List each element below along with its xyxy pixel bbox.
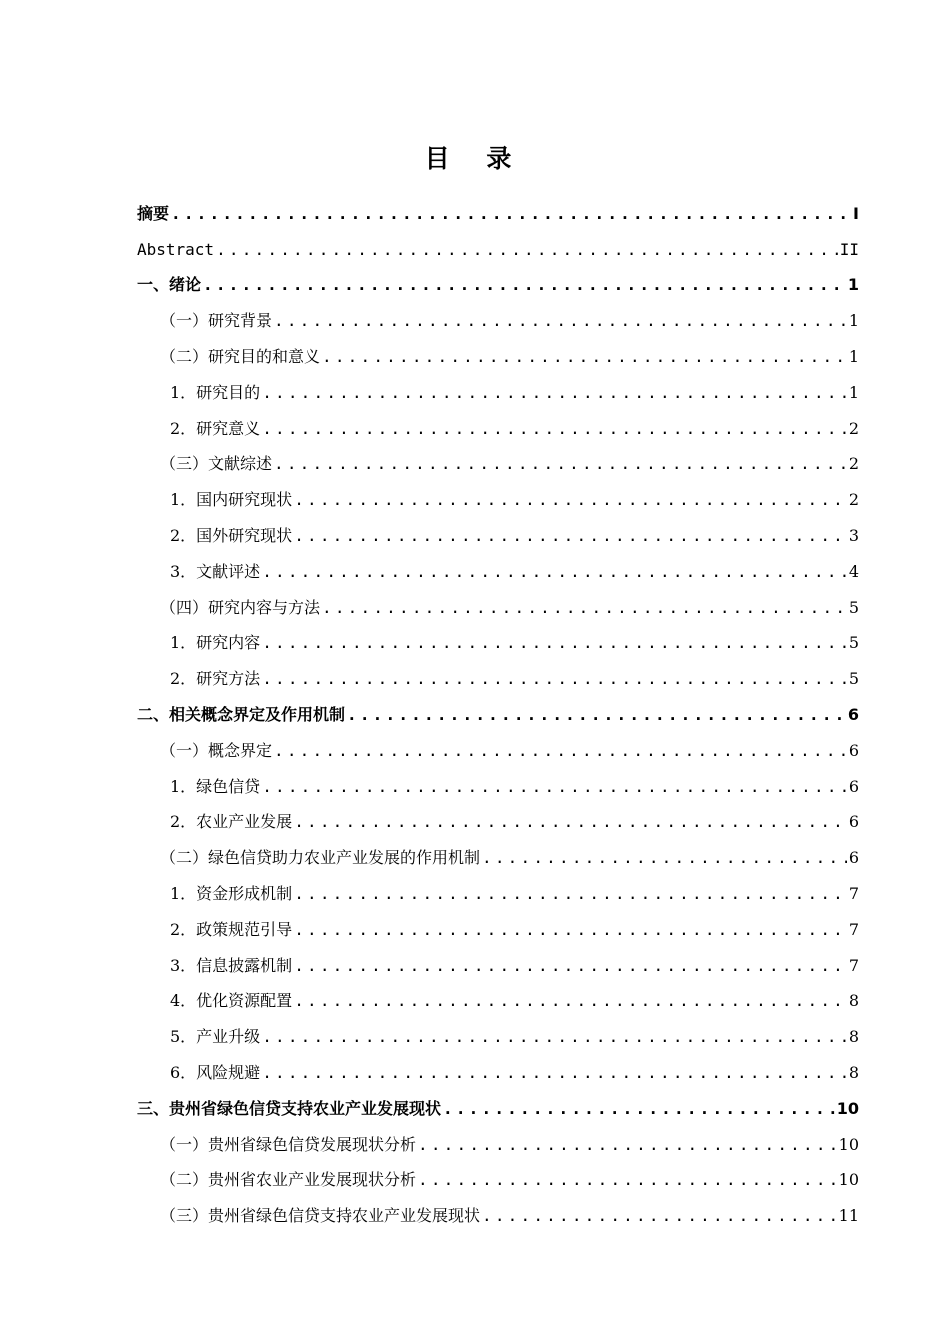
toc-entry[interactable]: [0, 303, 950, 339]
toc-entry[interactable]: [0, 769, 950, 805]
toc-entry-page-number: 4: [848, 561, 859, 581]
toc-entry-label: （四）研究内容与方法: [160, 597, 321, 617]
toc-entry-label: 三、贵州省绿色信贷支持农业产业发展现状: [137, 1098, 442, 1118]
toc-entry-page-number: 2: [848, 454, 859, 474]
toc-dot-leader: [443, 1098, 835, 1120]
toc-entry-label: Abstract: [137, 239, 215, 259]
toc-entry-label: 1．绿色信贷: [170, 776, 261, 796]
toc-entry-label: 1．研究目的: [170, 382, 261, 402]
toc-entry-label: （一）概念界定: [160, 740, 273, 760]
toc-entry-label: 一、绪论: [137, 275, 202, 295]
toc-entry[interactable]: [0, 268, 950, 304]
toc-entry-label: （三）文献综述: [160, 454, 273, 474]
toc-entry-label: （一）研究背景: [160, 311, 273, 331]
toc-entry[interactable]: [0, 554, 950, 590]
toc-entry-page-number: 8: [848, 1063, 859, 1083]
toc-entry[interactable]: [0, 375, 950, 411]
toc-entry[interactable]: [0, 518, 950, 554]
toc-entry[interactable]: [0, 840, 950, 876]
toc-entry-page-number: 8: [848, 991, 859, 1011]
toc-entry-page-number: 3: [848, 526, 859, 546]
toc-entry[interactable]: [0, 697, 950, 733]
toc-entry-page-number: 6: [848, 740, 859, 760]
toc-entry[interactable]: [0, 661, 950, 697]
toc-entry-label: 2．国外研究现状: [170, 526, 293, 546]
toc-entry-page-number: 1: [847, 275, 859, 295]
toc-dot-leader: [171, 203, 851, 225]
toc-entry[interactable]: [0, 876, 950, 912]
toc-entry[interactable]: [0, 1127, 950, 1163]
toc-entry-page-number: 6: [848, 812, 859, 832]
toc-entry-label: 1．研究内容: [170, 633, 261, 653]
toc-dot-leader: [262, 1062, 847, 1084]
toc-entry-page-number: 7: [848, 955, 859, 975]
toc-entry[interactable]: [0, 1163, 950, 1199]
toc-entry-page-number: 2: [848, 418, 859, 438]
toc-dot-leader: [294, 883, 847, 905]
toc-dot-leader: [262, 418, 847, 440]
toc-entry-page-number: 5: [848, 633, 859, 653]
toc-dot-leader: [203, 274, 846, 296]
toc-entry[interactable]: [0, 984, 950, 1020]
toc-dot-leader: [262, 776, 847, 798]
toc-entry-label: 2．政策规范引导: [170, 919, 293, 939]
toc-dot-leader: [322, 346, 847, 368]
toc-dot-leader: [294, 919, 847, 941]
toc-entry[interactable]: [0, 1019, 950, 1055]
toc-entry-page-number: 7: [848, 884, 859, 904]
toc-entry-label: 2．研究意义: [170, 418, 261, 438]
toc-entry[interactable]: [0, 805, 950, 841]
toc-dot-leader: [482, 1205, 837, 1227]
toc-entry[interactable]: [0, 447, 950, 483]
toc-entry-label: （二）绿色信贷助力农业产业发展的作用机制: [160, 848, 481, 868]
toc-dot-leader: [262, 668, 847, 690]
toc-dot-leader: [262, 382, 847, 404]
toc-entry[interactable]: [0, 411, 950, 447]
toc-entry-label: 2．研究方法: [170, 669, 261, 689]
toc-dot-leader: [418, 1169, 837, 1191]
toc-dot-leader: [262, 561, 847, 583]
toc-entry-label: 3．信息披露机制: [170, 955, 293, 975]
toc-entry-label: 摘要: [137, 203, 170, 223]
toc-entry-label: （一）贵州省绿色信贷发展现状分析: [160, 1134, 417, 1154]
toc-entry-label: 4．优化资源配置: [170, 991, 293, 1011]
toc-dot-leader: [262, 1026, 847, 1048]
toc-entry-page-number: 8: [848, 1027, 859, 1047]
toc-entry[interactable]: [0, 912, 950, 948]
toc-entry-page-number: 11: [838, 1206, 859, 1226]
toc-entry[interactable]: [0, 1055, 950, 1091]
toc-dot-leader: [262, 632, 847, 654]
toc-entry[interactable]: [0, 733, 950, 769]
toc-dot-leader: [347, 704, 846, 726]
toc-entry-page-number: 10: [838, 1134, 859, 1154]
toc-entry-label: 6．风险规避: [170, 1063, 261, 1083]
toc-entry-page-number: 6: [848, 776, 859, 796]
toc-dot-leader: [294, 955, 847, 977]
toc-entry-page-number: 2: [848, 490, 859, 510]
toc-entry-page-number: 1: [848, 382, 859, 402]
toc-entry[interactable]: [0, 1091, 950, 1127]
toc-entry-label: 1．资金形成机制: [170, 884, 293, 904]
toc-entry-label: （三）贵州省绿色信贷支持农业产业发展现状: [160, 1206, 481, 1226]
toc-dot-leader: [294, 489, 847, 511]
toc-entry-label: 2．农业产业发展: [170, 812, 293, 832]
toc-dot-leader: [274, 310, 847, 332]
toc-entry[interactable]: [0, 339, 950, 375]
toc-dot-leader: [294, 811, 847, 833]
toc-dot-leader: [294, 525, 847, 547]
toc-entry-page-number: 6: [848, 848, 859, 868]
toc-entry-page-number: 6: [847, 705, 859, 725]
toc-entry-page-number: I: [853, 203, 859, 223]
toc-entry[interactable]: [0, 590, 950, 626]
toc-dot-leader: [322, 597, 847, 619]
toc-dot-leader: [216, 239, 838, 261]
toc-entry[interactable]: [0, 1198, 950, 1234]
toc-entry-label: 5．产业升级: [170, 1027, 261, 1047]
toc-dot-leader: [274, 740, 847, 762]
toc-dot-leader: [418, 1134, 837, 1156]
toc-entry-page-number: 1: [848, 347, 859, 367]
toc-entry[interactable]: [0, 482, 950, 518]
toc-entry-label: （二）研究目的和意义: [160, 347, 321, 367]
toc-entry-label: （二）贵州省农业产业发展现状分析: [160, 1170, 417, 1190]
toc-entry-label: 1．国内研究现状: [170, 490, 293, 510]
toc-entry-page-number: 10: [836, 1098, 859, 1118]
toc-entry-page-number: 10: [838, 1170, 859, 1190]
toc-entry[interactable]: [0, 232, 950, 268]
toc-entry-page-number: 7: [848, 919, 859, 939]
toc-dot-leader: [482, 847, 847, 869]
toc-entry[interactable]: [0, 948, 950, 984]
toc-dot-leader: [274, 453, 847, 475]
toc-entry-page-number: 5: [848, 597, 859, 617]
table-of-contents: [0, 196, 950, 1234]
toc-entry-page-number: II: [839, 239, 859, 259]
page-title: 目 录: [424, 143, 526, 173]
toc-entry-page-number: 5: [848, 669, 859, 689]
toc-dot-leader: [294, 990, 847, 1012]
toc-entry[interactable]: [0, 626, 950, 662]
toc-entry-label: 二、相关概念界定及作用机制: [137, 705, 346, 725]
toc-entry-label: 3．文献评述: [170, 561, 261, 581]
toc-entry-page-number: 1: [848, 311, 859, 331]
toc-entry[interactable]: [0, 196, 950, 232]
